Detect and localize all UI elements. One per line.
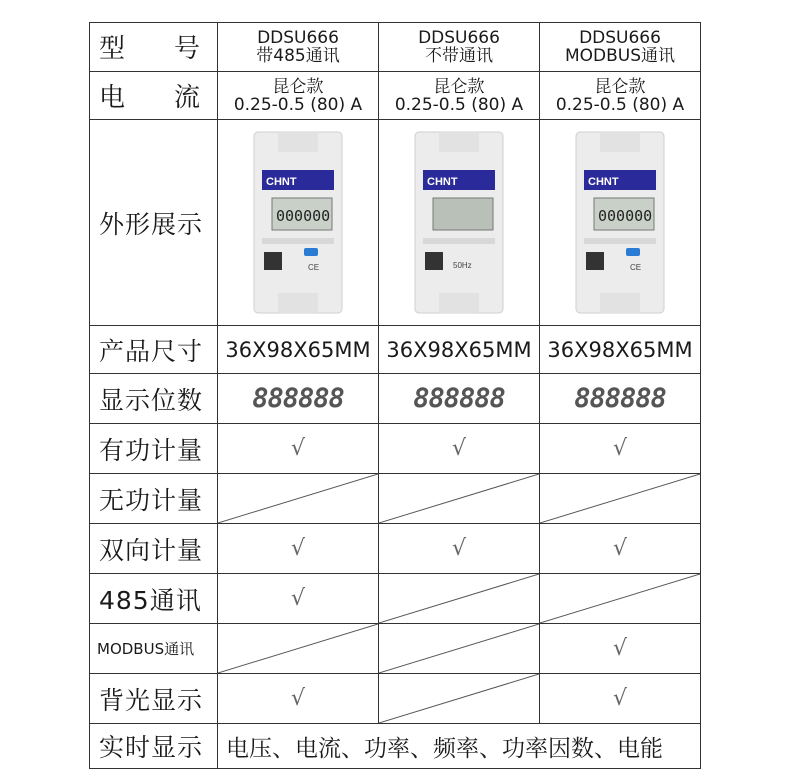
row-label-current xyxy=(89,72,218,120)
meter-drawing xyxy=(248,130,348,315)
feature-active-col-3-supported xyxy=(540,424,701,474)
row-label-appearance: 外形展示 xyxy=(89,120,218,326)
diagonal-slash-icon xyxy=(379,474,539,523)
check-mark-icon: √ xyxy=(451,536,467,561)
feature-backlight-col-1-supported xyxy=(218,674,379,724)
meter-reading: 000000 xyxy=(598,207,653,225)
current-brand: 昆仑款 xyxy=(594,76,646,97)
meter-drawing xyxy=(409,130,509,315)
row-label-digits: 显示位数 xyxy=(89,374,218,424)
feature-backlight-col-2-unsupported xyxy=(379,674,540,724)
row-label-model xyxy=(89,22,218,72)
current-range: 0.25-0.5 (80) A xyxy=(394,94,524,115)
current-brand: 昆仑款 xyxy=(272,76,324,97)
label-model-a: 型 xyxy=(99,34,127,64)
svg-text:CE: CE xyxy=(630,263,642,272)
feature-reactive-col-1-unsupported xyxy=(218,474,379,524)
brand-logo: CHNT xyxy=(266,176,297,188)
current-range: 0.25-0.5 (80) A xyxy=(233,94,363,115)
check-mark-icon: √ xyxy=(290,536,306,561)
diagonal-slash-icon xyxy=(379,574,539,623)
feature-rs485-col-2-unsupported xyxy=(379,574,540,624)
row-label-realtime: 实时显示 xyxy=(89,724,218,769)
check-mark-icon: √ xyxy=(612,436,628,461)
brand-logo: CHNT xyxy=(427,176,458,188)
svg-text:50Hz: 50Hz xyxy=(453,261,472,270)
feature-modbus-col-3-supported xyxy=(540,624,701,674)
model-variant: MODBUS通讯 xyxy=(564,45,676,66)
diagonal-slash-icon xyxy=(379,674,539,723)
feature-rs485-col-3-unsupported xyxy=(540,574,701,624)
diagonal-slash-icon xyxy=(218,474,378,523)
current-col-2 xyxy=(379,72,540,120)
meter-drawing xyxy=(570,130,670,315)
size-col-1: 36X98X65MM xyxy=(218,326,379,374)
spec-table xyxy=(89,22,701,769)
label-current-a: 电 xyxy=(99,83,127,113)
row-label-bidirectional: 双向计量 xyxy=(89,524,218,574)
feature-modbus-col-2-unsupported xyxy=(379,624,540,674)
current-col-3 xyxy=(540,72,701,120)
appearance-col-1 xyxy=(218,120,379,326)
appearance-col-2 xyxy=(379,120,540,326)
feature-modbus-col-1-unsupported xyxy=(218,624,379,674)
meter-reading: 000000 xyxy=(276,207,331,225)
row-label-active: 有功计量 xyxy=(89,424,218,474)
brand-logo: CHNT xyxy=(588,176,619,188)
row-label-modbus: MODBUS通讯 xyxy=(89,624,218,674)
appearance-col-3 xyxy=(540,120,701,326)
current-range: 0.25-0.5 (80) A xyxy=(555,94,685,115)
row-label-backlight: 背光显示 xyxy=(89,674,218,724)
feature-reactive-col-2-unsupported xyxy=(379,474,540,524)
meter-image xyxy=(409,130,509,315)
feature-bidirectional-col-3-supported xyxy=(540,524,701,574)
diagonal-slash-icon xyxy=(540,474,700,523)
realtime-value: 电压、电流、功率、频率、功率因数、电能 xyxy=(218,724,701,769)
check-mark-icon: √ xyxy=(612,636,628,661)
digits-col-1: 888888 xyxy=(218,374,379,424)
model-variant: 带485通讯 xyxy=(256,45,340,66)
header-col-3 xyxy=(540,22,701,72)
current-brand: 昆仑款 xyxy=(433,76,485,97)
diagonal-slash-icon xyxy=(379,624,539,673)
header-col-1 xyxy=(218,22,379,72)
model-variant: 不带通讯 xyxy=(425,45,493,66)
check-mark-icon: √ xyxy=(290,436,306,461)
feature-backlight-col-3-supported xyxy=(540,674,701,724)
label-model-b: 号 xyxy=(173,34,201,64)
diagonal-slash-icon xyxy=(540,574,700,623)
feature-active-col-1-supported xyxy=(218,424,379,474)
feature-active-col-2-supported xyxy=(379,424,540,474)
digits-col-2: 888888 xyxy=(379,374,540,424)
check-mark-icon: √ xyxy=(612,686,628,711)
row-label-rs485: 485通讯 xyxy=(89,574,218,624)
check-mark-icon: √ xyxy=(290,586,306,611)
size-col-3: 36X98X65MM xyxy=(540,326,701,374)
row-label-reactive: 无功计量 xyxy=(89,474,218,524)
feature-bidirectional-col-1-supported xyxy=(218,524,379,574)
check-mark-icon: √ xyxy=(451,436,467,461)
header-col-2 xyxy=(379,22,540,72)
meter-image xyxy=(248,130,348,315)
model-name: DDSU666 xyxy=(579,27,661,48)
digits-col-3: 888888 xyxy=(540,374,701,424)
current-col-1 xyxy=(218,72,379,120)
feature-rs485-col-1-supported xyxy=(218,574,379,624)
meter-image xyxy=(570,130,670,315)
diagonal-slash-icon xyxy=(218,624,378,673)
size-col-2: 36X98X65MM xyxy=(379,326,540,374)
row-label-size: 产品尺寸 xyxy=(89,326,218,374)
feature-bidirectional-col-2-supported xyxy=(379,524,540,574)
model-name: DDSU666 xyxy=(257,27,339,48)
svg-text:CE: CE xyxy=(308,263,320,272)
check-mark-icon: √ xyxy=(612,536,628,561)
label-current-b: 流 xyxy=(173,83,201,113)
check-mark-icon: √ xyxy=(290,686,306,711)
feature-reactive-col-3-unsupported xyxy=(540,474,701,524)
model-name: DDSU666 xyxy=(418,27,500,48)
